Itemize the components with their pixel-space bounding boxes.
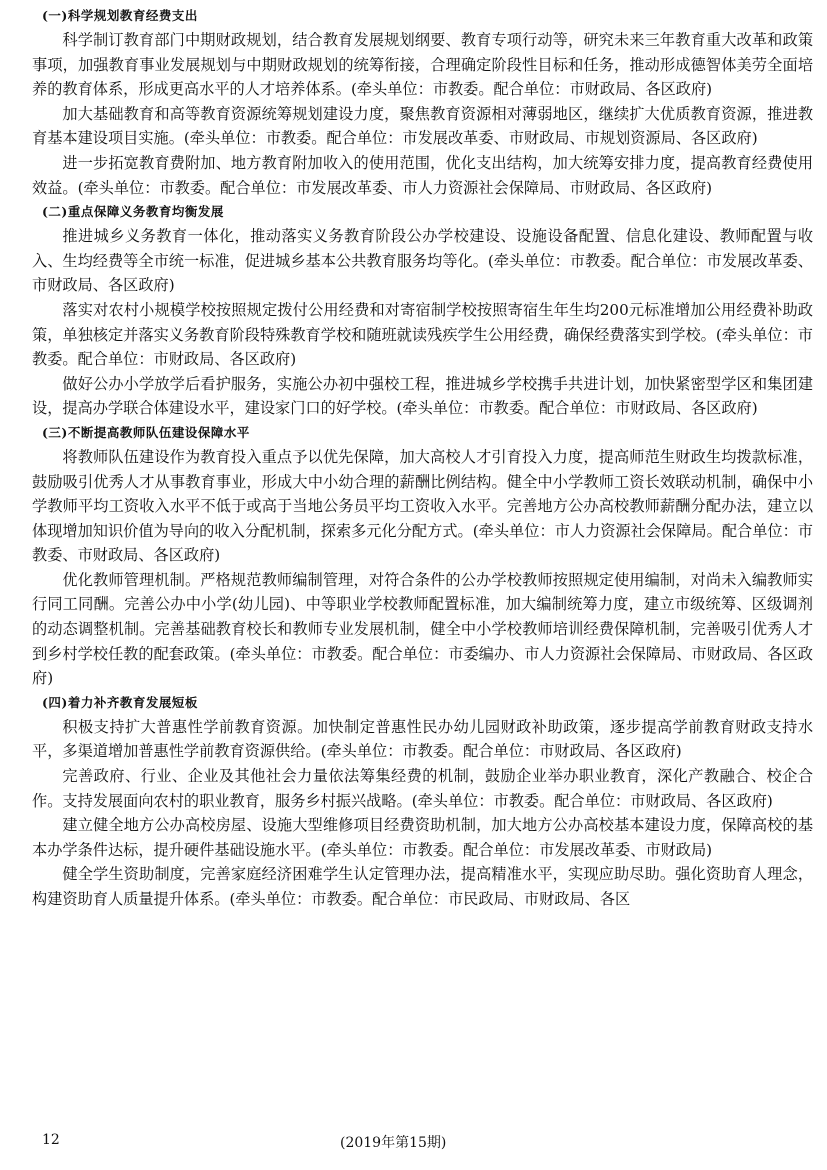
paragraph: 科学制订教育部门中期财政规划，结合教育发展规划纲要、教育专项行动等，研究未来三年教育重大改革和政策事项，加强教育事业发展规划与中期财政规划的统筹衔接，合理确定阶段性目标和任务，推动形成德智体美劳全面培养的教育体系，形成更高水平的人才培养体系。(牵头单位：市教委。配合单位：市财政局、各区政府) xyxy=(32,31,813,99)
paragraph: 加大基础教育和高等教育资源统筹规划建设力度，聚焦教育资源相对薄弱地区，继续扩大优质教育资源，推进教育基本建设项目实施。(牵头单位：市教委。配合单位：市发展改革委、市财政局、市规划资源局、各区政府) xyxy=(32,104,813,148)
paragraph: 推进城乡义务教育一体化，推动落实义务教育阶段公办学校建设、设施设备配置、信息化建设、教师配置与收入、生均经费等全市统一标准，促进城乡基本公共教育服务均等化。(牵头单位：市教委。配合单位：市发展改革委、市财政局、各区政府) xyxy=(32,227,813,295)
paragraph: 积极支持扩大普惠性学前教育资源。加快制定普惠性民办幼儿园财政补助政策，逐步提高学前教育财政支持水平，多渠道增加普惠性学前教育资源供给。(牵头单位：市教委。配合单位：市财政局、各区政府) xyxy=(32,717,813,761)
page-footer xyxy=(0,1132,827,1156)
section-heading: (三)不断提高教师队伍建设保障水平 xyxy=(42,424,250,440)
paragraph: 进一步拓宽教育费附加、地方教育附加收入的使用范围，优化支出结构，加大统筹安排力度，提高教育经费使用效益。(牵头单位：市教委。配合单位：市发展改革委、市人力资源社会保障局、市财政局、各区政府) xyxy=(32,153,813,197)
paragraph: 落实对农村小规模学校按照规定拨付公用经费和对寄宿制学校按照寄宿生年生均200元标准增加公用经费补助政策，单独核定并落实义务教育阶段特殊教育学校和随班就读残疾学生公用经费，确保经费落实到学校。(牵头单位：市教委。配合单位：市财政局、各区政府) xyxy=(32,300,813,369)
section-heading: (一)科学规划教育经费支出 xyxy=(42,8,198,23)
paragraph: 建立健全地方公办高校房屋、设施大型维修项目经费资助机制，加大地方公办高校基本建设力度，保障高校的基本办学条件达标，提升硬件基础设施水平。(牵头单位：市教委。配合单位：市发展改革委、市财政局) xyxy=(32,816,813,859)
section-heading: (二)重点保障义务教育均衡发展 xyxy=(42,204,224,220)
paragraph: 做好公办小学放学后看护服务，实施公办初中强校工程，推进城乡学校携手共进计划，加快紧密型学区和集团建设，提高办学联合体建设水平，建设家门口的好学校。(牵头单位：市教委。配合单位：市财政局、各区政府) xyxy=(32,374,813,418)
issue-label: (2019年第15期) xyxy=(340,1135,447,1151)
paragraph: 优化教师管理机制。严格规范教师编制管理，对符合条件的公办学校教师按照规定使用编制，对尚未入编教师实行同工同酬。完善公办中小学(幼儿园)、中等职业学校教师配置标准，加大编制统筹力度，建立市级统筹、区级调剂的动态调整机制。完善基础教育校长和教师专业发展机制，健全中小学校教师培训经费保障机制，完善吸引优秀人才到乡村学校任教的配套政策。(牵头单位：市教委。配合单位：市委编办、市人力资源社会保障局、市财政局、各区政府) xyxy=(32,570,813,688)
section-heading: (四)着力补齐教育发展短板 xyxy=(42,694,198,710)
page-number: 12 xyxy=(42,1132,60,1148)
paragraph: 将教师队伍建设作为教育投入重点予以优先保障，加大高校人才引育投入力度，提高师范生财政生均拨款标准，鼓励吸引优秀人才从事教育事业，形成大中小幼合理的薪酬比例结构。健全中小学教师工资长效联动机制，确保中小学教师平均工资收入水平不低于或高于当地公务员平均工资收入水平。完善地方公办高校教师薪酬分配办法，建立以体现增加知识价值为导向的收入分配机制，探索多元化分配方式。(牵头单位：市人力资源社会保障局。配合单位：市教委、市财政局、各区政府) xyxy=(32,447,813,565)
paragraph: 健全学生资助制度，完善家庭经济困难学生认定管理办法，提高精准水平，实现应助尽助。强化资助育人理念，构建资助育人质量提升体系。(牵头单位：市教委。配合单位：市民政局、市财政局、各区 xyxy=(32,865,813,908)
paragraph: 完善政府、行业、企业及其他社会力量依法筹集经费的机制，鼓励企业举办职业教育，深化产教融合、校企合作。支持发展面向农村的职业教育，服务乡村振兴战略。(牵头单位：市教委。配合单位：市财政局、各区政府) xyxy=(32,767,813,810)
